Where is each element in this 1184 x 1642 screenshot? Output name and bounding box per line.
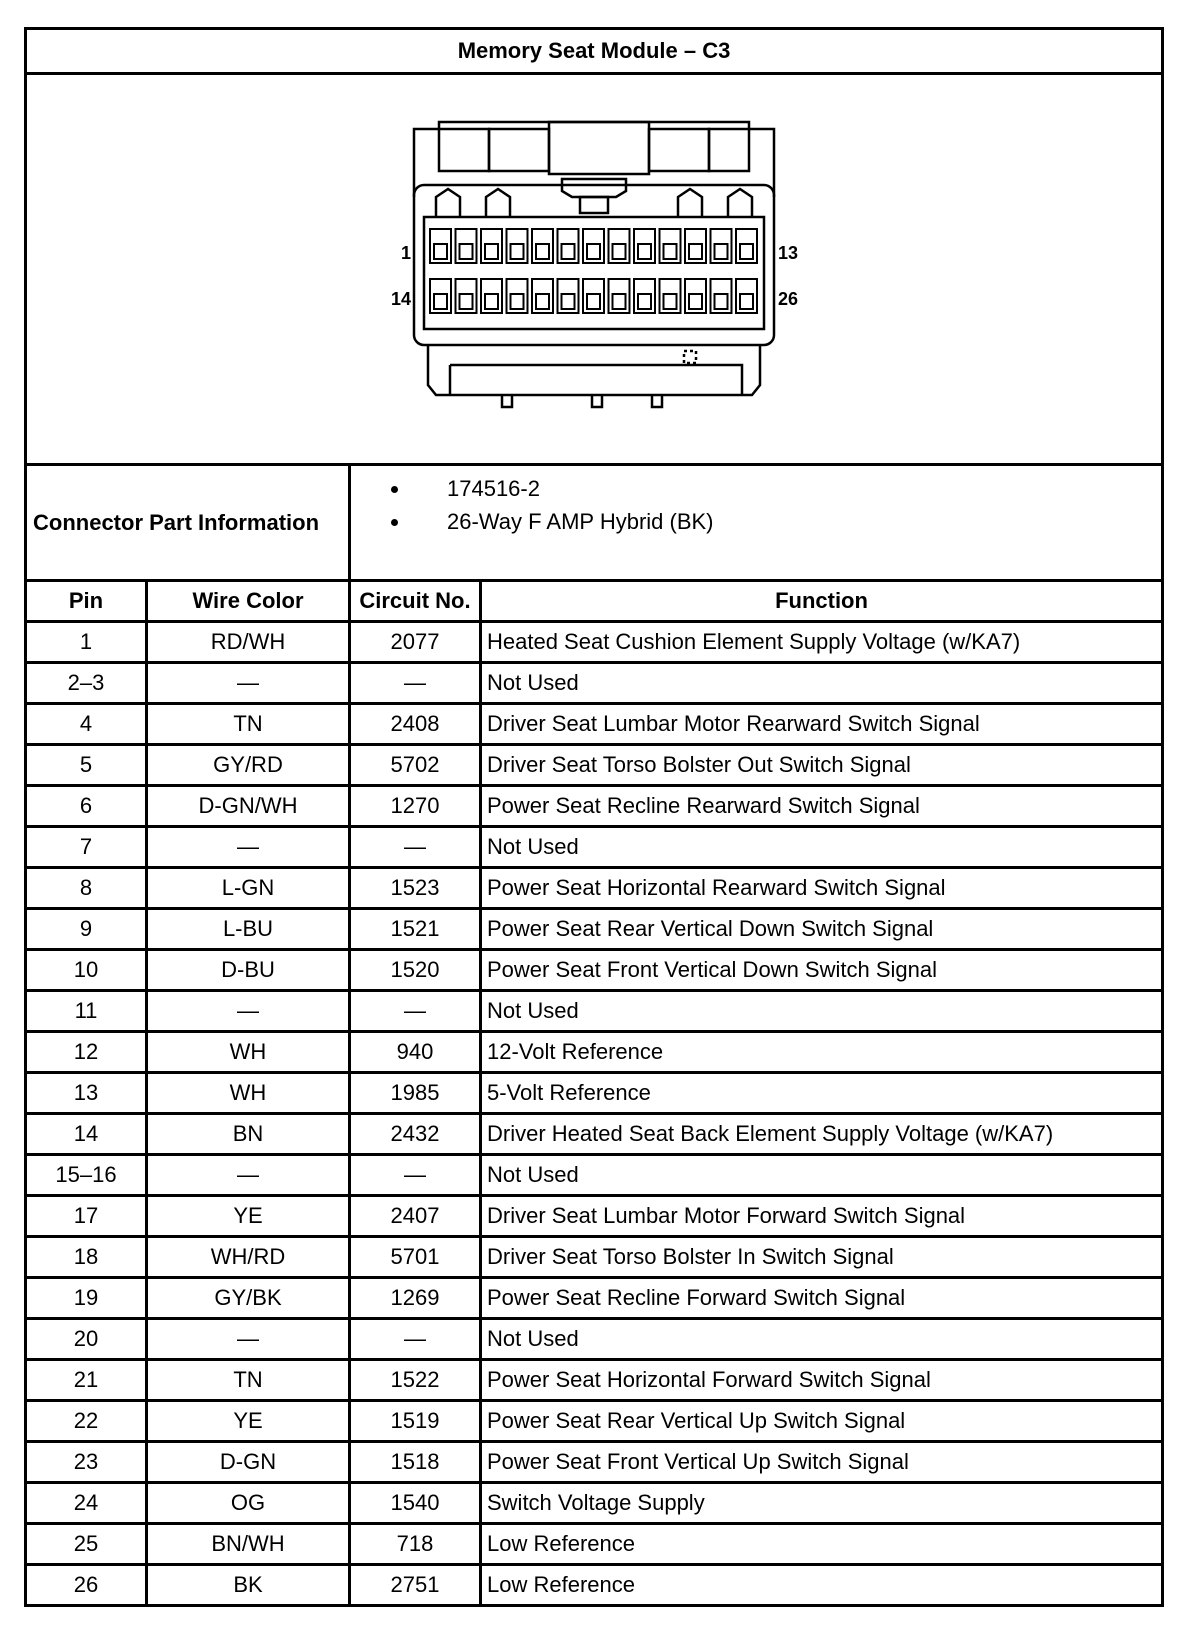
connector-sheet [24,27,1161,1607]
wire-color-cell: YE [147,1196,350,1237]
pin-cell: 15–16 [26,1155,147,1196]
circuit-cell: 2432 [350,1114,481,1155]
pin-cell: 10 [26,950,147,991]
wire-color-cell: D-GN [147,1442,350,1483]
pin-terminal [689,244,702,259]
table-row [26,1483,1163,1524]
pin-cell: 7 [26,827,147,868]
function-cell: Driver Seat Torso Bolster Out Switch Signal [481,745,1163,786]
pin-label-1: 1 [400,242,411,263]
pin-cell: 6 [26,786,147,827]
pin-cell: 14 [26,1114,147,1155]
wire-color-cell: YE [147,1401,350,1442]
header-pin: Pin [26,581,147,622]
wire-color-cell: D-BU [147,950,350,991]
circuit-cell: 2407 [350,1196,481,1237]
table-row [26,1401,1163,1442]
function-cell: Switch Voltage Supply [481,1483,1163,1524]
function-cell: Driver Seat Lumbar Motor Forward Switch Signal [481,1196,1163,1237]
function-cell: Not Used [481,991,1163,1032]
pin-terminal [562,244,575,259]
circuit-cell: 718 [350,1524,481,1565]
connector-diagram-cell [26,74,1163,465]
wire-color-cell: — [147,991,350,1032]
wire-color-cell: WH [147,1073,350,1114]
circuit-cell: — [350,827,481,868]
circuit-cell: 5701 [350,1237,481,1278]
table-row [26,1196,1163,1237]
pin-cell: 5 [26,745,147,786]
function-cell: Driver Heated Seat Back Element Supply Voltage (w/KA7) [481,1114,1163,1155]
wire-color-cell: TN [147,1360,350,1401]
wire-color-cell: L-GN [147,868,350,909]
circuit-cell: 1520 [350,950,481,991]
function-cell: Driver Seat Lumbar Motor Rearward Switch Signal [481,704,1163,745]
header-circuit: Circuit No. [350,581,481,622]
table-row [26,622,1163,663]
pin-cell: 19 [26,1278,147,1319]
pin-terminal [715,294,728,309]
pin-cell: 17 [26,1196,147,1237]
table-row [26,1155,1163,1196]
table-row [26,909,1163,950]
function-cell: Power Seat Rear Vertical Up Switch Signal [481,1401,1163,1442]
pin-cell: 12 [26,1032,147,1073]
wire-color-cell: L-BU [147,909,350,950]
circuit-cell: 1269 [350,1278,481,1319]
wire-color-cell: GY/BK [147,1278,350,1319]
pin-terminal [460,244,473,259]
pin-cell: 8 [26,868,147,909]
pin-terminal [689,294,702,309]
pin-terminal [536,244,549,259]
circuit-cell: 1523 [350,868,481,909]
wire-color-cell: OG [147,1483,350,1524]
wire-color-cell: — [147,1155,350,1196]
circuit-cell: 1985 [350,1073,481,1114]
pin-cell: 1 [26,622,147,663]
circuit-cell: 940 [350,1032,481,1073]
pin-cell: 9 [26,909,147,950]
table-row [26,1237,1163,1278]
pin-terminal [485,294,498,309]
function-cell: Not Used [481,827,1163,868]
pin-cell: 25 [26,1524,147,1565]
pin-cell: 18 [26,1237,147,1278]
wire-color-cell: WH [147,1032,350,1073]
table-row [26,1442,1163,1483]
function-cell: Power Seat Horizontal Rearward Switch Signal [481,868,1163,909]
pin-cell: 21 [26,1360,147,1401]
pin-cell: 22 [26,1401,147,1442]
circuit-cell: 1521 [350,909,481,950]
pin-terminal [613,294,626,309]
table-row [26,1114,1163,1155]
function-cell: Power Seat Rear Vertical Down Switch Signal [481,909,1163,950]
circuit-cell: 5702 [350,745,481,786]
wire-color-cell: D-GN/WH [147,786,350,827]
table-row [26,1524,1163,1565]
pin-terminal [511,244,524,259]
table-row [26,991,1163,1032]
pin-terminal [613,244,626,259]
table-row [26,704,1163,745]
function-cell: Not Used [481,663,1163,704]
table-row [26,1073,1163,1114]
function-cell: Power Seat Horizontal Forward Switch Signal [481,1360,1163,1401]
table-row [26,827,1163,868]
pin-terminal [638,244,651,259]
pin-cell: 23 [26,1442,147,1483]
circuit-cell: 1519 [350,1401,481,1442]
pin-terminal [715,244,728,259]
circuit-cell: 1540 [350,1483,481,1524]
connector-table [24,27,1164,1607]
function-cell: Power Seat Front Vertical Down Switch Signal [481,950,1163,991]
connector-part-info [350,465,1163,581]
table-row [26,786,1163,827]
header-wire-color: Wire Color [147,581,350,622]
pin-cell: 11 [26,991,147,1032]
circuit-cell: — [350,1319,481,1360]
table-row [26,1360,1163,1401]
pin-terminal [638,294,651,309]
circuit-cell: 2077 [350,622,481,663]
pin-terminal [485,244,498,259]
connector-part-label: Connector Part Information [26,465,350,581]
wire-color-cell: — [147,827,350,868]
wire-color-cell: BN/WH [147,1524,350,1565]
wire-color-cell: — [147,1319,350,1360]
pin-terminal [460,294,473,309]
circuit-cell: — [350,991,481,1032]
function-cell: Power Seat Recline Forward Switch Signal [481,1278,1163,1319]
pin-cell: 2–3 [26,663,147,704]
function-cell: Not Used [481,1155,1163,1196]
pin-terminal [511,294,524,309]
pin-label-13: 13 [778,242,799,263]
circuit-cell: — [350,1155,481,1196]
wire-color-cell: BK [147,1565,350,1606]
function-cell: Low Reference [481,1565,1163,1606]
pin-terminal [434,294,447,309]
connector-diagram [384,117,804,417]
pin-terminal [434,244,447,259]
pin-label-14: 14 [390,288,411,309]
circuit-cell: 1518 [350,1442,481,1483]
table-row [26,1319,1163,1360]
table-row [26,1032,1163,1073]
table-row [26,1565,1163,1606]
pin-terminal [562,294,575,309]
wire-color-cell: — [147,663,350,704]
table-row [26,1278,1163,1319]
table-row [26,745,1163,786]
pin-cell: 13 [26,1073,147,1114]
circuit-cell: 2408 [350,704,481,745]
pin-cell: 4 [26,704,147,745]
wire-color-cell: BN [147,1114,350,1155]
function-cell: 12-Volt Reference [481,1032,1163,1073]
circuit-cell: — [350,663,481,704]
wire-color-cell: WH/RD [147,1237,350,1278]
pin-terminal [740,244,753,259]
module-title: Memory Seat Module – C3 [26,29,1163,74]
pin-label-26: 26 [778,288,799,309]
table-row [26,868,1163,909]
pin-cell: 20 [26,1319,147,1360]
header-function: Function [481,581,1163,622]
circuit-cell: 2751 [350,1565,481,1606]
pin-terminal [587,294,600,309]
part-number: • 174516-2 [411,476,1161,509]
pin-terminal [536,294,549,309]
pin-terminal [664,294,677,309]
function-cell: 5-Volt Reference [481,1073,1163,1114]
function-cell: Driver Seat Torso Bolster In Switch Signal [481,1237,1163,1278]
wire-color-cell: TN [147,704,350,745]
part-description: • 26-Way F AMP Hybrid (BK) [411,509,1161,542]
function-cell: Low Reference [481,1524,1163,1565]
pin-terminal [740,294,753,309]
pin-terminal [664,244,677,259]
function-cell: Power Seat Front Vertical Up Switch Signal [481,1442,1163,1483]
wire-color-cell: RD/WH [147,622,350,663]
table-row [26,663,1163,704]
function-cell: Not Used [481,1319,1163,1360]
circuit-cell: 1522 [350,1360,481,1401]
pin-cell: 24 [26,1483,147,1524]
pin-cell: 26 [26,1565,147,1606]
circuit-cell: 1270 [350,786,481,827]
function-cell: Heated Seat Cushion Element Supply Voltage (w/KA7) [481,622,1163,663]
table-row [26,950,1163,991]
pin-terminal [587,244,600,259]
wire-color-cell: GY/RD [147,745,350,786]
function-cell: Power Seat Recline Rearward Switch Signal [481,786,1163,827]
